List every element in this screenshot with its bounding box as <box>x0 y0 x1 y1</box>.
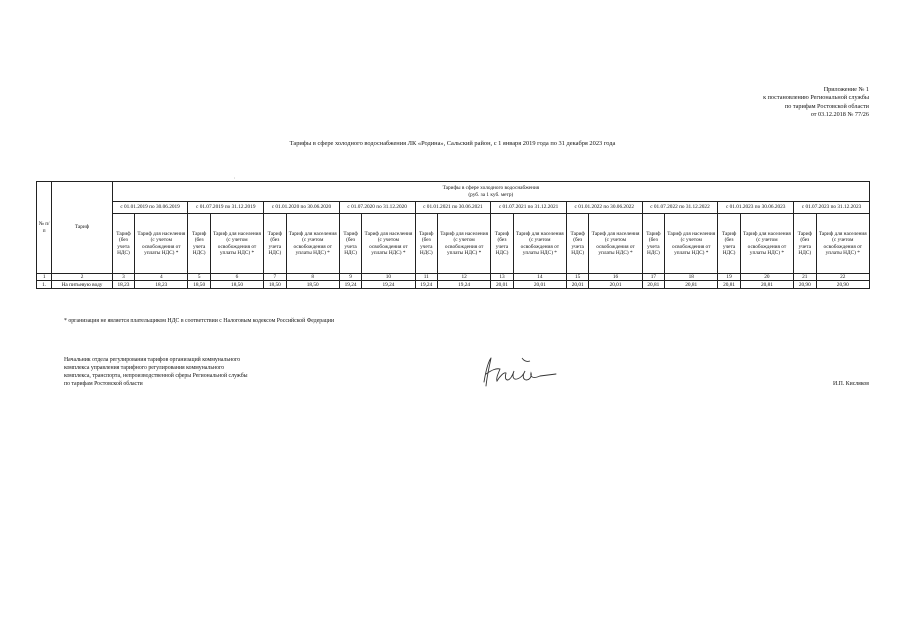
tariff-table-wrapper <box>36 181 870 289</box>
column-number: 13 <box>491 274 514 281</box>
tariff-value: 20,81 <box>642 281 665 289</box>
tariff-value: 18,23 <box>112 281 135 289</box>
column-number: 21 <box>794 274 817 281</box>
tariff-population-header: Тариф для населения (с учетом освобождения от уплаты НДС) * <box>362 214 415 274</box>
column-number: 14 <box>513 274 566 281</box>
tariff-no-vat-header: Тариф (без учета НДС) <box>415 214 438 274</box>
document-title: Тарифы в сфере холодного водоснабжения ЛК «Родина», Сальский район, с 1 января 2019 года по 31 декабря 2023 года <box>289 140 616 147</box>
column-number: 22 <box>816 274 869 281</box>
tariff-value: 20,81 <box>718 281 741 289</box>
appendix-line: от 03.12.2018 № 77/26 <box>810 111 869 119</box>
tariff-value: 18,23 <box>135 281 188 289</box>
column-number: 19 <box>718 274 741 281</box>
tariff-value: 20,81 <box>740 281 793 289</box>
tariff-population-header: Тариф для населения (с учетом освобождения от уплаты НДС) * <box>589 214 642 274</box>
scan-speck: , <box>234 175 236 180</box>
group-header-title: Тарифы в сфере холодного водоснабжения <box>442 185 540 192</box>
signatory-line: комплекса управления тарифного регулирования коммунального <box>64 364 225 371</box>
tariff-value: 19,24 <box>438 281 491 289</box>
appendix-line: по тарифам Ростовской области <box>784 102 869 110</box>
column-number: 5 <box>188 274 211 281</box>
row-name: На питьевую воду <box>52 281 112 289</box>
tariff-value: 18,50 <box>210 281 263 289</box>
group-header <box>112 182 869 202</box>
tariff-value: 20,01 <box>589 281 642 289</box>
tariff-table <box>36 181 870 289</box>
tariff-value: 18,50 <box>264 281 287 289</box>
tariff-column-header: Тариф <box>52 182 112 274</box>
tariff-no-vat-header: Тариф (без учета НДС) <box>566 214 589 274</box>
tariff-value: 20,90 <box>794 281 817 289</box>
handwritten-signature <box>478 352 560 392</box>
column-number: 8 <box>286 274 339 281</box>
column-number: 11 <box>415 274 438 281</box>
column-number: 20 <box>740 274 793 281</box>
period-header: с 01.01.2022 по 30.06.2022 <box>566 202 642 214</box>
appendix-line: к постановлению Региональной службы <box>763 94 869 102</box>
column-number: 16 <box>589 274 642 281</box>
period-header: с 01.07.2023 по 31.12.2023 <box>794 202 870 214</box>
tariff-no-vat-header: Тариф (без учета НДС) <box>794 214 817 274</box>
period-header: с 01.07.2021 по 31.12.2021 <box>491 202 567 214</box>
period-header: с 01.01.2023 по 30.06.2023 <box>718 202 794 214</box>
row-number: 1. <box>37 281 52 289</box>
tariff-population-header: Тариф для населения (с учетом освобождения от уплаты НДС) * <box>210 214 263 274</box>
tariff-no-vat-header: Тариф (без учета НДС) <box>264 214 287 274</box>
num-column-header: № п/п <box>37 182 52 274</box>
column-number: 1 <box>37 274 52 281</box>
tariff-no-vat-header: Тариф (без учета НДС) <box>718 214 741 274</box>
tariff-population-header: Тариф для населения (с учетом освобождения от уплаты НДС) * <box>135 214 188 274</box>
signatory-position <box>64 357 248 389</box>
tariff-value: 20,01 <box>491 281 514 289</box>
tariff-population-header: Тариф для населения (с учетом освобождения от уплаты НДС) * <box>740 214 793 274</box>
column-number: 9 <box>339 274 362 281</box>
tariff-population-header: Тариф для населения (с учетом освобождения от уплаты НДС) * <box>665 214 718 274</box>
period-header: с 01.07.2022 по 31.12.2022 <box>642 202 718 214</box>
signatory-name: И.П. Кисляков <box>833 381 869 387</box>
tariff-no-vat-header: Тариф (без учета НДС) <box>339 214 362 274</box>
column-number: 18 <box>665 274 718 281</box>
column-number: 17 <box>642 274 665 281</box>
tariff-no-vat-header: Тариф (без учета НДС) <box>491 214 514 274</box>
appendix-line: Приложение № 1 <box>823 86 869 93</box>
tariff-value: 18,50 <box>286 281 339 289</box>
tariff-no-vat-header: Тариф (без учета НДС) <box>642 214 665 274</box>
period-header: с 01.07.2019 по 31.12.2019 <box>188 202 264 214</box>
column-number: 15 <box>566 274 589 281</box>
tariff-population-header: Тариф для населения (с учетом освобождения от уплаты НДС) * <box>513 214 566 274</box>
tariff-no-vat-header: Тариф (без учета НДС) <box>112 214 135 274</box>
column-number: 6 <box>210 274 263 281</box>
column-number: 10 <box>362 274 415 281</box>
tariff-value: 19,24 <box>415 281 438 289</box>
signatory-line: по тарифам Ростовской области <box>64 380 143 387</box>
tariff-value: 20,90 <box>816 281 869 289</box>
period-header: с 01.01.2020 по 30.06.2020 <box>264 202 340 214</box>
tariff-value: 20,01 <box>513 281 566 289</box>
column-number: 4 <box>135 274 188 281</box>
table-row <box>37 281 870 289</box>
tariff-no-vat-header: Тариф (без учета НДС) <box>188 214 211 274</box>
column-number: 7 <box>264 274 287 281</box>
tariff-value: 19,24 <box>339 281 362 289</box>
appendix-header <box>763 86 869 120</box>
period-header: с 01.01.2019 по 30.06.2019 <box>112 202 188 214</box>
period-header: с 01.01.2021 по 30.06.2021 <box>415 202 491 214</box>
column-number: 3 <box>112 274 135 281</box>
signatory-line: комплекса, транспорта, непроизводственной сферы Региональной службы <box>64 372 248 379</box>
tariff-population-header: Тариф для населения (с учетом освобождения от уплаты НДС) * <box>816 214 869 274</box>
footnote: * организация не является плательщиком НДС в соответствии с Налоговым кодексом Российской Федерации <box>64 318 335 324</box>
tariff-population-header: Тариф для населения (с учетом освобождения от уплаты НДС) * <box>438 214 491 274</box>
tariff-population-header: Тариф для населения (с учетом освобождения от уплаты НДС) * <box>286 214 339 274</box>
tariff-value: 20,01 <box>566 281 589 289</box>
tariff-value: 19,24 <box>362 281 415 289</box>
group-header-unit: (руб. за 1 куб. метр) <box>468 191 514 198</box>
column-number: 2 <box>52 274 112 281</box>
tariff-value: 20,81 <box>665 281 718 289</box>
period-header: с 01.07.2020 по 31.12.2020 <box>339 202 415 214</box>
column-number: 12 <box>438 274 491 281</box>
signatory-line: Начальник отдела регулирования тарифов организаций коммунального <box>64 357 241 363</box>
tariff-value: 18,50 <box>188 281 211 289</box>
